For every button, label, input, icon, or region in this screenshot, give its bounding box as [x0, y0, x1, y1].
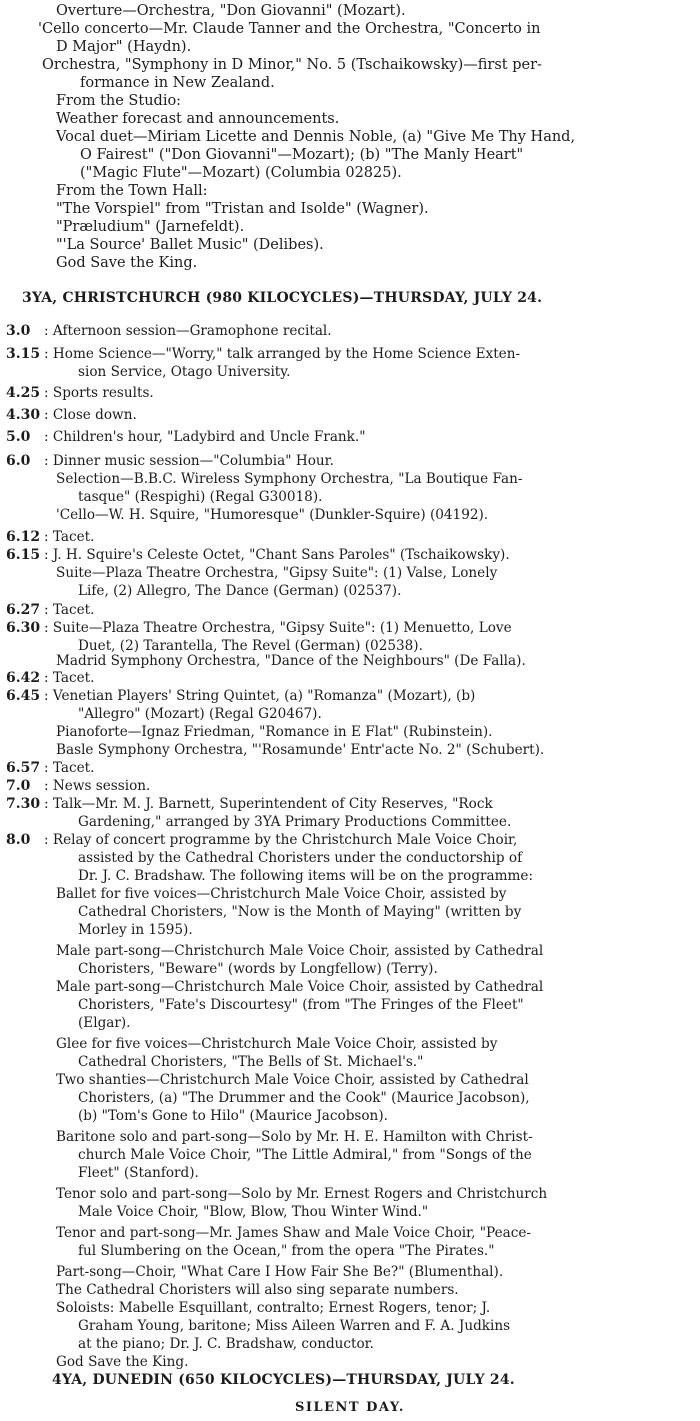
programme-line: : Children's hour, "Ladybird and Uncle Frank."	[44, 429, 366, 445]
programme-line: ful Slumbering on the Ocean," from the opera "The Pirates."	[78, 1243, 495, 1259]
time-marker: 7.0	[6, 778, 31, 794]
programme-line: : Close down.	[44, 407, 137, 423]
programme-line: Morley in 1595).	[78, 922, 193, 938]
time-marker: 6.27	[6, 602, 41, 618]
programme-line: Gardening," arranged by 3YA Primary Productions Committee.	[78, 814, 512, 830]
programme-line: Suite—Plaza Theatre Orchestra, "Gipsy Suite": (1) Valse, Lonely	[56, 565, 498, 581]
programme-line: : Relay of concert programme by the Christchurch Male Voice Choir,	[44, 832, 518, 848]
programme-line: Soloists: Mabelle Esquillant, contralto; Ernest Rogers, tenor; J.	[56, 1300, 491, 1316]
time-marker: 4.30	[6, 407, 41, 423]
programme-line: : Home Science—"Worry," talk arranged by the Home Science Exten-	[44, 346, 521, 362]
programme-line: Tenor solo and part-song—Solo by Mr. Ernest Rogers and Christchurch	[56, 1186, 548, 1202]
time-marker: 3.0	[6, 323, 31, 339]
time-marker: 6.42	[6, 670, 41, 686]
time-marker: 6.0	[6, 453, 31, 469]
intro-line: 'Cello concerto—Mr. Claude Tanner and the Orchestra, "Concerto in	[38, 21, 541, 37]
programme-line: Baritone solo and part-song—Solo by Mr. H. E. Hamilton with Christ-	[56, 1129, 533, 1145]
intro-line: "Præludium" (Jarnefeldt).	[56, 219, 245, 235]
time-marker: 6.57	[6, 760, 41, 776]
programme-line: assisted by the Cathedral Choristers under the conductorship of	[78, 850, 523, 866]
programme-line: Graham Young, baritone; Miss Aileen Warren and F. A. Judkins	[78, 1318, 511, 1334]
programme-line: (Elgar).	[78, 1015, 131, 1031]
programme-line: Male part-song—Christchurch Male Voice Choir, assisted by Cathedral	[56, 979, 544, 995]
time-marker: 4.25	[6, 385, 41, 401]
time-marker: 6.12	[6, 529, 41, 545]
programme-line: Cathedral Choristers, "The Bells of St. Michael's."	[78, 1054, 424, 1070]
programme-line: Choristers, (a) "The Drummer and the Cook" (Maurice Jacobson),	[78, 1090, 530, 1106]
time-marker: 7.30	[6, 796, 41, 812]
programme-line: Choristers, "Fate's Discourtesy" (from "The Fringes of the Fleet"	[78, 997, 524, 1013]
programme-line: Life, (2) Allegro, The Dance (German) (02537).	[78, 583, 402, 599]
programme-line: : Venetian Players' String Quintet, (a) "Romanza" (Mozart), (b)	[44, 688, 476, 704]
time-marker: 6.45	[6, 688, 41, 704]
programme-line: at the piano; Dr. J. C. Bradshaw, conductor.	[78, 1336, 374, 1352]
programme-line: Dr. J. C. Bradshaw. The following items will be on the programme:	[78, 868, 534, 884]
intro-line: From the Studio:	[56, 93, 182, 109]
intro-line: Orchestra, "Symphony in D Minor," No. 5 (Tschaikowsky)—first per-	[42, 57, 542, 73]
programme-line: : News session.	[44, 778, 151, 794]
programme-line: Pianoforte—Ignaz Friedman, "Romance in E Flat" (Rubinstein).	[56, 724, 493, 740]
programme-line: tasque" (Respighi) (Regal G30018).	[78, 489, 323, 505]
programme-line: : Dinner music session—"Columbia" Hour.	[44, 453, 334, 469]
programme-line: : Tacet.	[44, 602, 95, 618]
programme-line: Fleet" (Stanford).	[78, 1165, 199, 1181]
programme-line: (b) "Tom's Gone to Hilo" (Maurice Jacobson).	[78, 1108, 388, 1124]
programme-line: Ballet for five voices—Christchurch Male Voice Choir, assisted by	[56, 886, 507, 902]
programme-line: Tenor and part-song—Mr. James Shaw and Male Voice Choir, "Peace-	[56, 1225, 531, 1241]
programme-line: Male part-song—Christchurch Male Voice Choir, assisted by Cathedral	[56, 943, 544, 959]
programme-line: : Afternoon session—Gramophone recital.	[44, 323, 332, 339]
station-heading-4ya: 4YA, DUNEDIN (650 KILOCYCLES)—THURSDAY, JULY 24.	[52, 1372, 515, 1388]
intro-line: Weather forecast and announcements.	[56, 111, 340, 127]
programme-line: The Cathedral Choristers will also sing separate numbers.	[56, 1282, 459, 1298]
intro-line: God Save the King.	[56, 255, 198, 271]
programme-line: Selection—B.B.C. Wireless Symphony Orchestra, "La Boutique Fan-	[56, 471, 523, 487]
silent-day-note: SILENT DAY.	[295, 1400, 405, 1415]
programme-line: Basle Symphony Orchestra, "'Rosamunde' Entr'acte No. 2" (Schubert).	[56, 742, 545, 758]
programme-line: : Tacet.	[44, 529, 95, 545]
programme-line: Cathedral Choristers, "Now is the Month of Maying" (written by	[78, 904, 522, 920]
time-marker: 5.0	[6, 429, 31, 445]
programme-line: Male Voice Choir, "Blow, Blow, Thou Winter Wind."	[78, 1204, 429, 1220]
time-marker: 8.0	[6, 832, 31, 848]
intro-line: "The Vorspiel" from "Tristan and Isolde" (Wagner).	[56, 201, 429, 217]
programme-line: : Tacet.	[44, 670, 95, 686]
programme-line: Madrid Symphony Orchestra, "Dance of the Neighbours" (De Falla).	[56, 653, 526, 669]
programme-line: God Save the King.	[56, 1354, 189, 1370]
intro-line: "'La Source' Ballet Music" (Delibes).	[56, 237, 324, 253]
intro-line: O Fairest" ("Don Giovanni"—Mozart); (b) "The Manly Heart"	[80, 147, 524, 163]
programme-line: sion Service, Otago University.	[78, 364, 291, 380]
programme-line: : Sports results.	[44, 385, 154, 401]
programme-line: : J. H. Squire's Celeste Octet, "Chant Sans Paroles" (Tschaikowsky).	[44, 547, 510, 563]
intro-line: formance in New Zealand.	[80, 75, 275, 91]
programme-line: church Male Voice Choir, "The Little Admiral," from "Songs of the	[78, 1147, 532, 1163]
intro-line: Overture—Orchestra, "Don Giovanni" (Mozart).	[56, 3, 406, 19]
time-marker: 3.15	[6, 346, 41, 362]
intro-line: D Major" (Haydn).	[56, 39, 192, 55]
programme-line: : Tacet.	[44, 760, 95, 776]
station-heading-3ya: 3YA, CHRISTCHURCH (980 KILOCYCLES)—THURSDAY, JULY 24.	[22, 290, 543, 306]
intro-line: ("Magic Flute"—Mozart) (Columbia 02825).	[80, 165, 402, 181]
time-marker: 6.30	[6, 620, 41, 636]
intro-line: From the Town Hall:	[56, 183, 208, 199]
programme-line: Choristers, "Beware" (words by Longfellow) (Terry).	[78, 961, 438, 977]
programme-line: 'Cello—W. H. Squire, "Humoresque" (Dunkler-Squire) (04192).	[56, 507, 489, 523]
programme-line: : Suite—Plaza Theatre Orchestra, "Gipsy Suite": (1) Menuetto, Love	[44, 620, 512, 636]
programme-line: Two shanties—Christchurch Male Voice Choir, assisted by Cathedral	[56, 1072, 529, 1088]
programme-line: Duet, (2) Tarantella, The Revel (German) (02538).	[78, 638, 423, 654]
programme-line: : Talk—Mr. M. J. Barnett, Superintendent of City Reserves, "Rock	[44, 796, 493, 812]
intro-line: Vocal duet—Miriam Licette and Dennis Noble, (a) "Give Me Thy Hand,	[56, 129, 576, 145]
time-marker: 6.15	[6, 547, 41, 563]
programme-line: Part-song—Choir, "What Care I How Fair She Be?" (Blumenthal).	[56, 1264, 504, 1280]
programme-line: Glee for five voices—Christchurch Male Voice Choir, assisted by	[56, 1036, 498, 1052]
programme-line: "Allegro" (Mozart) (Regal G20467).	[78, 706, 322, 722]
